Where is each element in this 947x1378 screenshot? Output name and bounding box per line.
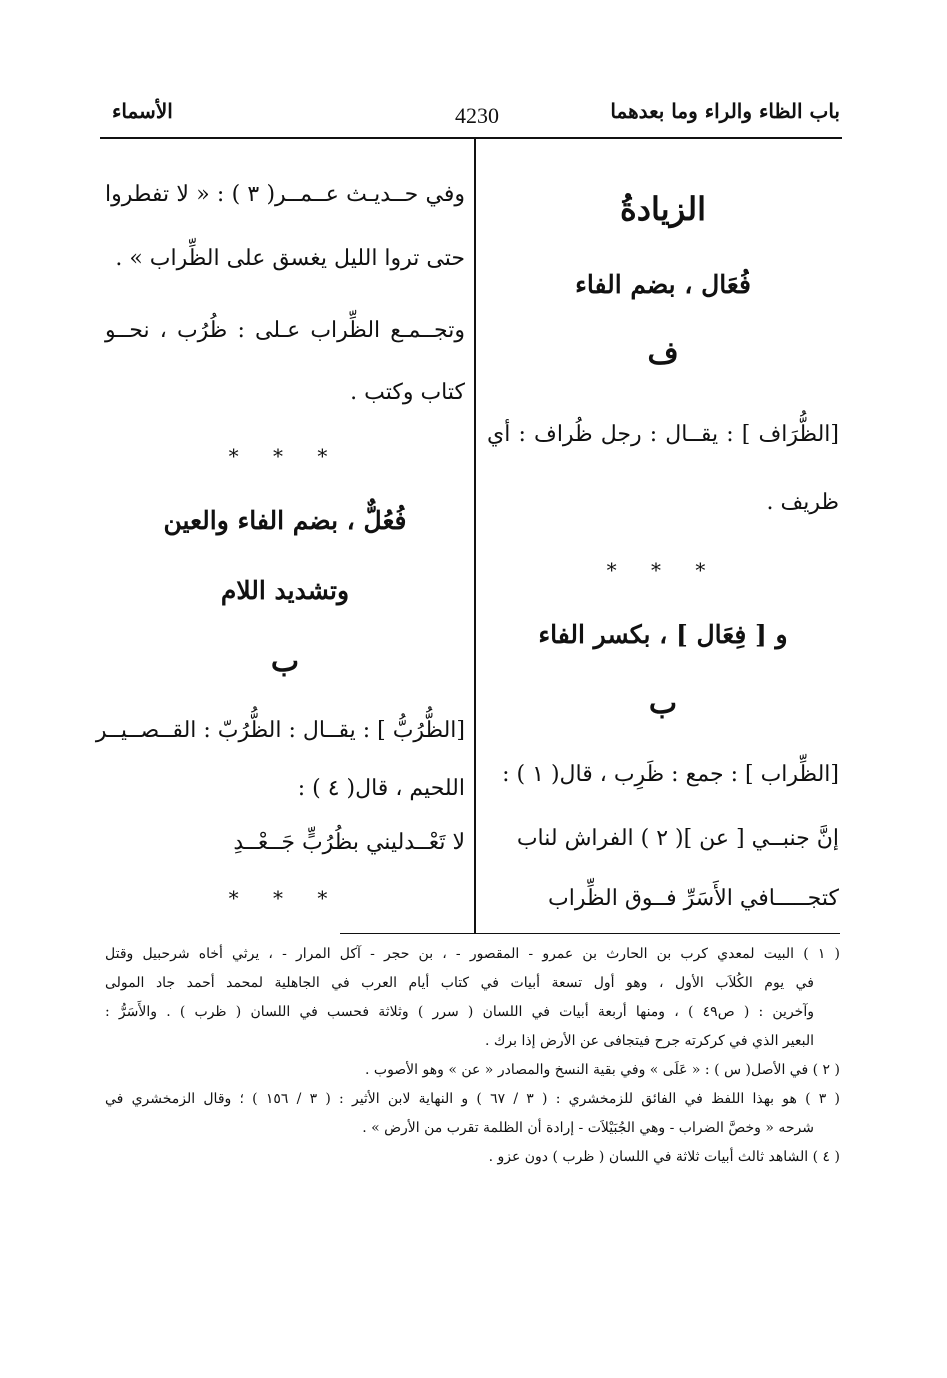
left-separator-stars-1: * * *: [228, 444, 342, 468]
right-entry-1-line-1: [الظُّرَاف ] : يقــال : رجل ظُراف : أي: [487, 422, 839, 447]
right-pattern-heading-2: و [ فِعَال ] ، بكسر الفاء: [538, 620, 788, 649]
right-pattern-heading-1: فُعَال ، بضم الفاء: [575, 270, 751, 299]
left-pattern-heading-1: فُعُلٌّ ، بضم الفاء والعين: [163, 506, 407, 535]
footnote-rule: [340, 933, 840, 934]
left-entry-1-line-2: اللحيم ، قال( ٤ ) :: [297, 776, 465, 801]
left-separator-stars-2: * * *: [228, 886, 342, 910]
right-separator-stars: * * *: [606, 558, 720, 582]
footnote-1-line-1: ( ١ ) البيت لمعدي كرب بن الحارث بن عمرو - المقصور - ، بن حجر - آكل المرار - ، يرثي أخاه شرحبيل وقتل: [105, 946, 840, 962]
footnote-3-line-2: شرحه « وخصَّ الضراب - وهي الجُبَيْلاَت - إرادة أن الظلمة تقرب من الأرض » .: [362, 1120, 814, 1136]
page-number: 4230: [455, 103, 499, 128]
right-verse-line-2: كتجـــــافي الأَسَرِّ فــوق الظِّراب: [548, 886, 839, 911]
left-line-4: كتاب وكتب .: [350, 380, 465, 405]
right-entry-2-line-1: [الظِّراب ] : جمع : ظَرِب ، قال( ١ ) :: [502, 762, 839, 787]
footnote-2: ( ٢ ) في الأصل( س ) : « عَلَى » وفي بقية النسخ والمصادر « عن » وهو الأصوب .: [364, 1062, 840, 1078]
left-verse-line-1: لا تَعْــدليني بظُرُبٍّ جَــعْــدِ: [233, 830, 465, 855]
column-divider: [474, 139, 476, 934]
footnote-1-line-2: في يوم الكُلاَب الأول ، وهو أول تسعة أبيات في كتاب أيام العرب في الجاهلية لمحمد أحمد جاد المولى: [105, 975, 814, 991]
header-rule: [100, 137, 842, 139]
footnote-1-line-3: وآخرين : ( ص٤٩ ) ، ومنها أربعة أبيات في اللسان ( سرر ) وثلاثة فحسب في اللسان ( ظرب ) . والأَسَرُّ :: [105, 1004, 814, 1020]
right-section-heading: الزيادةُ: [620, 190, 706, 228]
right-verse-line-1: إنَّ جنبــي [ عن ]( ٢ ) الفراش لناب: [516, 826, 839, 851]
right-letter-heading-1: ف: [647, 336, 679, 371]
footnote-1-line-4: البعير الذي في كركرته جرح فيتجافى عن الأرض إذا برك .: [484, 1033, 814, 1049]
left-letter-heading-1: ب: [270, 644, 300, 679]
left-line-3: وتجــمـع الظِّراب عـلى : ظُرُب ، نحــو: [105, 318, 465, 343]
right-entry-1-line-2: ظريف .: [766, 490, 839, 515]
section-title: الأسماء: [112, 99, 173, 123]
right-letter-heading-2: ب: [648, 686, 678, 721]
footnote-3-line-1: ( ٣ ) هو بهذا اللفظ في الفائق للزمخشري : ( ٣ / ٦٧ ) و النهاية لابن الأثير : ( ٣ / ١٥٦ ) ؛ وقال الزمخشري في: [105, 1091, 841, 1107]
page-header: [100, 97, 840, 137]
left-pattern-heading-1b: وتشديد اللام: [220, 576, 350, 605]
left-line-1: وفي حــديـث عــمــر( ٣ ) : « لا تفطروا: [105, 182, 465, 207]
chapter-title: باب الظاء والراء وما بعدهما: [610, 99, 840, 123]
left-entry-1-line-1: [الظُّرُبُّ ] : يقــال : الظُّرُبّ : القــصــيــر: [95, 718, 465, 743]
footnote-4: ( ٤ ) الشاهد ثالث أبيات ثلاثة في اللسان ( ظرب ) دون عزو .: [488, 1149, 840, 1165]
left-line-2: حتى تروا الليل يغسق على الظِّراب » .: [115, 246, 465, 271]
